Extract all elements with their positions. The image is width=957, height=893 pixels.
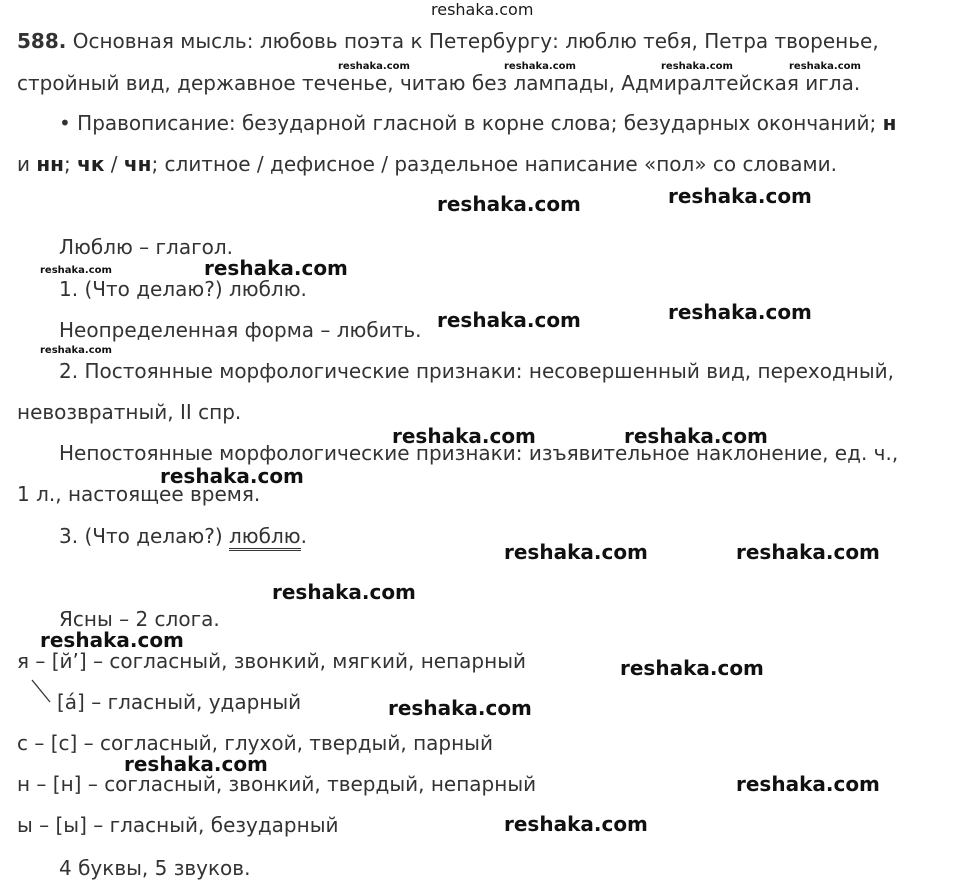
watermark-small: reshaka.com xyxy=(40,265,112,276)
morph-point-3-suffix: . xyxy=(300,524,307,548)
task-line-1-text: Основная мысль: любовь поэта к Петербургу: люблю тебя, Петра творенье, xyxy=(72,29,879,53)
task-line-2: стройный вид, державное теченье, читаю без лампады, Адмиралтейская игла. xyxy=(17,71,861,95)
watermark: reshaka.com xyxy=(668,300,812,324)
watermark: reshaka.com xyxy=(504,540,648,564)
task-line-1 xyxy=(17,28,879,54)
watermark: reshaka.com xyxy=(124,752,268,776)
spelling-rest: ; слитное / дефисное / раздельное написание «пол» со словами. xyxy=(151,152,838,176)
watermark: reshaka.com xyxy=(437,192,581,216)
watermark-small: reshaka.com xyxy=(661,61,733,72)
phonetic-row-y: ы – [ы] – гласный, безударный xyxy=(17,813,339,837)
watermark: reshaka.com xyxy=(392,424,536,448)
spelling-slash: / xyxy=(104,152,124,176)
watermark: reshaka.com xyxy=(204,256,348,280)
morph-point-2b: невозвратный, II спр. xyxy=(17,400,242,424)
morph-infinitive: Неопределенная форма – любить. xyxy=(59,318,422,342)
phonetic-row-a: [á] – гласный, ударный xyxy=(57,690,302,714)
spelling-chn: чн xyxy=(123,152,152,176)
morph-point-3 xyxy=(59,523,307,549)
morph-point-2c: Непостоянные морфологические признаки: изъявительное наклонение, ед. ч., xyxy=(59,441,899,465)
spelling-nn: нн xyxy=(36,152,64,176)
phonetic-head: Ясны – 2 слога. xyxy=(59,607,220,631)
watermark-small: reshaka.com xyxy=(504,61,576,72)
spelling-line-1 xyxy=(59,110,896,136)
phonetic-row-n: н – [н] – согласный, звонкий, твердый, непарный xyxy=(17,772,537,796)
spelling-sep: ; xyxy=(64,152,78,176)
watermark: reshaka.com xyxy=(736,772,880,796)
morph-point-2a: 2. Постоянные морфологические признаки: несовершенный вид, переходный, xyxy=(59,359,895,383)
spelling-and: и xyxy=(17,152,37,176)
watermark: reshaka.com xyxy=(160,464,304,488)
predicate-word: люблю xyxy=(229,524,301,551)
morph-point-1: 1. (Что делаю?) люблю. xyxy=(59,277,307,301)
morph-point-3-prefix: 3. (Что делаю?) xyxy=(59,524,229,548)
watermark: reshaka.com xyxy=(504,812,648,836)
watermark-small: reshaka.com xyxy=(789,61,861,72)
spelling-text: • Правописание: безударной гласной в корне слова; безударных окончаний; xyxy=(59,111,883,135)
watermark-small: reshaka.com xyxy=(40,345,112,356)
spelling-chk: чк xyxy=(77,152,105,176)
watermark: reshaka.com xyxy=(388,696,532,720)
watermark: reshaka.com xyxy=(624,424,768,448)
watermark: reshaka.com xyxy=(272,580,416,604)
phonetic-row-s: с – [с] – согласный, глухой, твердый, парный xyxy=(17,731,493,755)
watermark: reshaka.com xyxy=(437,308,581,332)
watermark-top: reshaka.com xyxy=(431,0,534,19)
watermark: reshaka.com xyxy=(668,184,812,208)
morph-head: Люблю – глагол. xyxy=(59,235,233,259)
watermark-small: reshaka.com xyxy=(338,61,410,72)
watermark: reshaka.com xyxy=(40,628,184,652)
morph-point-2d: 1 л., настоящее время. xyxy=(17,482,261,506)
spelling-n: н xyxy=(882,111,897,135)
spelling-line-2 xyxy=(17,151,837,177)
phonetic-row-ya: я – [й’] – согласный, звонкий, мягкий, непарный xyxy=(17,649,526,673)
task-number: 588. xyxy=(17,29,67,53)
phonetic-summary: 4 буквы, 5 звуков. xyxy=(59,856,251,880)
watermark: reshaka.com xyxy=(620,656,764,680)
watermark: reshaka.com xyxy=(736,540,880,564)
sound-branch-line xyxy=(30,678,54,706)
